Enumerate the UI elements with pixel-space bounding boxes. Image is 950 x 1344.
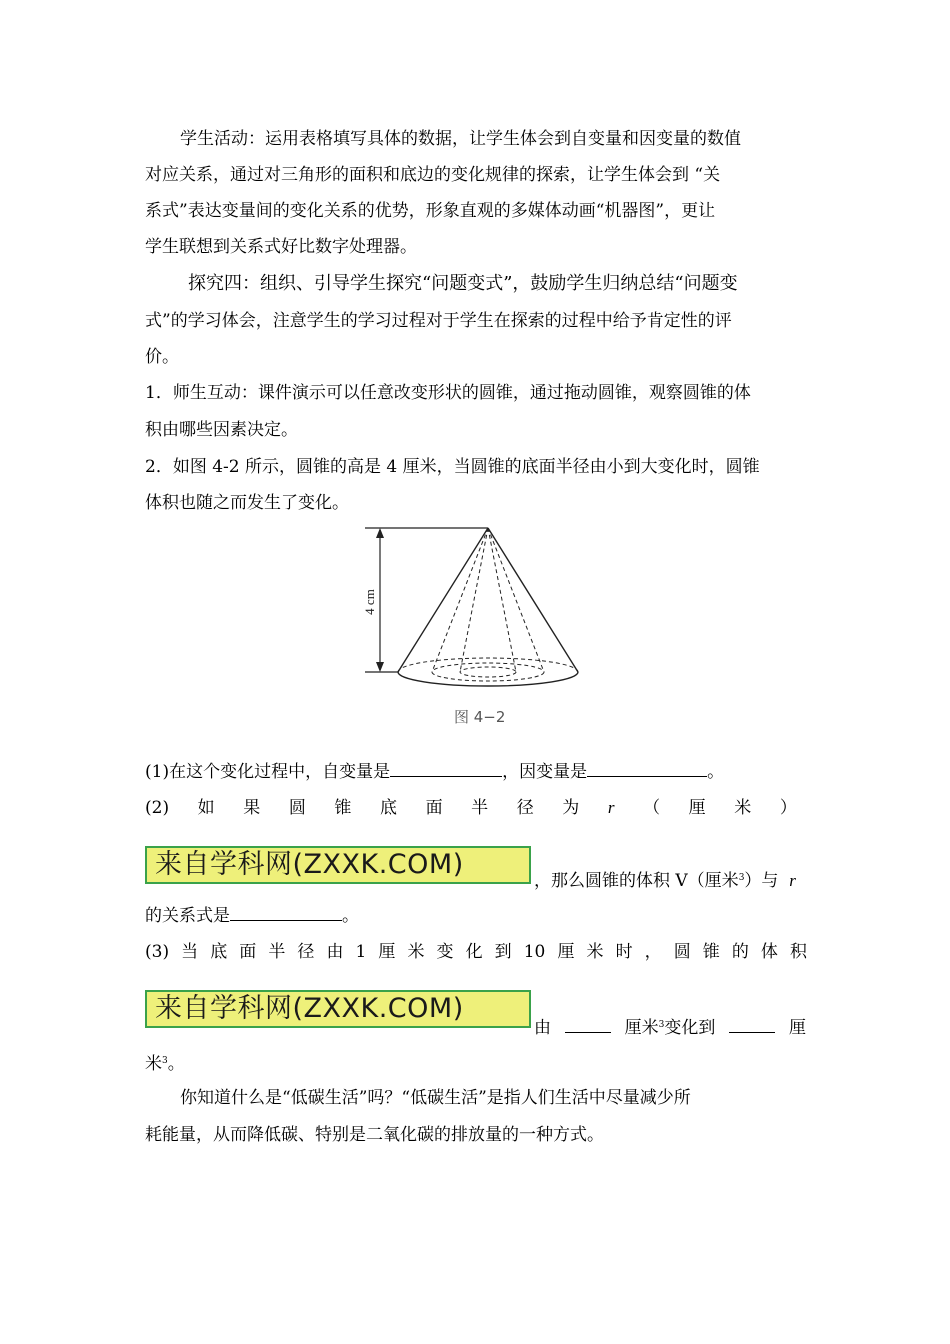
q2-word: ） [779,798,797,818]
q2-word: 锥 [334,798,352,818]
q3-word: 径 [297,942,315,962]
q3-word: 米 [407,942,425,962]
q3-word: 体 [760,942,778,962]
para-lowcarbon-line: 耗能量，从而降低碳、特别是二氧化碳的排放量的一种方式。 [145,1125,604,1145]
q3-word: 当 [181,942,199,962]
q3-text: 由 [534,1018,551,1038]
question-2-line3 [145,904,359,928]
para-explore4-line: 探究四：组织、引导学生探究“问题变式”，鼓励学生归纳总结“问题变 [188,273,738,294]
item2-line: 2．如图 4-2 所示，圆锥的高是 4 厘米，当圆锥的底面半径由小到大变化时，圆锥 [145,457,760,477]
q3-word: 积 [789,942,807,962]
para-activity-line: 系式”表达变量间的变化关系的优势，形象直观的多媒体动画“机器图”，更让 [145,201,716,221]
q2-word: 底 [379,798,397,818]
q2-text: ，那么圆锥的体积 V（厘米 [534,871,739,891]
q1-text-a: (1)在这个变化过程中，自变量是 [145,762,391,782]
q3-word: 面 [239,942,257,962]
q2-word: 厘 [688,798,706,818]
q3-text: 。 [167,1054,185,1074]
para-activity-line: 学生活动：运用表格填写具体的数据，让学生体会到自变量和因变量的数值 [180,129,741,149]
q3-word: 的 [731,942,749,962]
q2-word: 圆 [288,798,306,818]
figure-caption: 图 4−2 [454,708,506,726]
question-2-line1 [145,796,797,820]
question-3-line3 [145,1049,185,1076]
q2-word: 半 [471,798,489,818]
q2-word: 面 [425,798,443,818]
q3-word: 厘 [378,942,396,962]
answer-blank[interactable] [230,904,342,921]
q3-word: 时 [615,942,633,962]
item1-line: 1．师生互动：课件演示可以任意改变形状的圆锥，通过拖动圆锥，观察圆锥的体 [145,383,751,403]
item2-line: 体积也随之而发生了变化。 [145,493,349,513]
para-explore4-line: 式”的学习体会，注意学生的学习过程对于学生在探索的过程中给予肯定性的评 [145,311,732,331]
q2-variable-r: r [789,871,796,890]
question-1 [145,760,724,784]
question-3-line2 [534,1013,806,1040]
q2-word: (2) [145,798,170,818]
item1-line: 积由哪些因素决定。 [145,420,298,440]
q3-superscript: 3 [162,1056,168,1066]
answer-blank[interactable] [729,1016,775,1033]
q2-text: ）与 [744,871,779,891]
para-lowcarbon-line: 你知道什么是“低碳生活”吗？“低碳生活”是指人们生活中尽量减少所 [180,1088,691,1108]
height-label: 4 cm [362,589,377,615]
q3-word: 到 [494,942,512,962]
q3-word: 1 [355,942,367,962]
para-explore4-line: 价。 [145,347,179,367]
question-3-line1 [145,940,807,964]
para-activity-line: 学生联想到关系式好比数字处理器。 [145,237,417,257]
q3-word: 半 [268,942,286,962]
q2-word: 果 [243,798,261,818]
q3-word: 锥 [702,942,720,962]
watermark-banner: 来自学科网(ZXXK.COM) [145,846,531,884]
q3-text: 变化到 [664,1018,716,1038]
q3-text: 厘 [788,1018,806,1038]
q2-word: 如 [197,798,215,818]
q2-text: 的关系式是 [145,906,230,926]
cone-diagram [350,516,600,728]
q3-word: 由 [326,942,344,962]
q2-word: 米 [734,798,752,818]
q3-word: 米 [586,942,604,962]
watermark-banner: 来自学科网(ZXXK.COM) [145,990,531,1028]
para-activity-line: 对应关系，通过对三角形的面积和底边的变化规律的探索，让学生体会到 “关 [145,165,721,185]
q3-text: 米 [145,1054,162,1074]
q3-word: 化 [465,942,483,962]
q2-variable-r: r [607,798,615,817]
q3-word: 10 [523,942,546,962]
q2-word: （ [643,798,661,818]
question-2-line2 [534,866,796,893]
q3-word: 变 [436,942,454,962]
q3-word: 圆 [673,942,691,962]
answer-blank[interactable] [390,760,502,777]
answer-blank[interactable] [565,1016,611,1033]
q3-word: ， [644,942,662,962]
q3-word: 厘 [557,942,575,962]
q3-superscript: 3 [658,1020,665,1030]
q1-text-c: 。 [707,762,725,782]
q3-text [625,1013,716,1040]
q3-unit: 厘米 [624,1018,659,1038]
answer-blank[interactable] [587,760,707,777]
q2-word: 为 [562,798,580,818]
q3-word: (3) [145,942,170,962]
q2-word: 径 [516,798,534,818]
cone-figure [350,516,600,728]
q2-text: 。 [342,906,359,926]
q3-word: 底 [210,942,228,962]
q1-text-b: ，因变量是 [502,762,588,782]
q2-superscript: 3 [738,873,745,883]
